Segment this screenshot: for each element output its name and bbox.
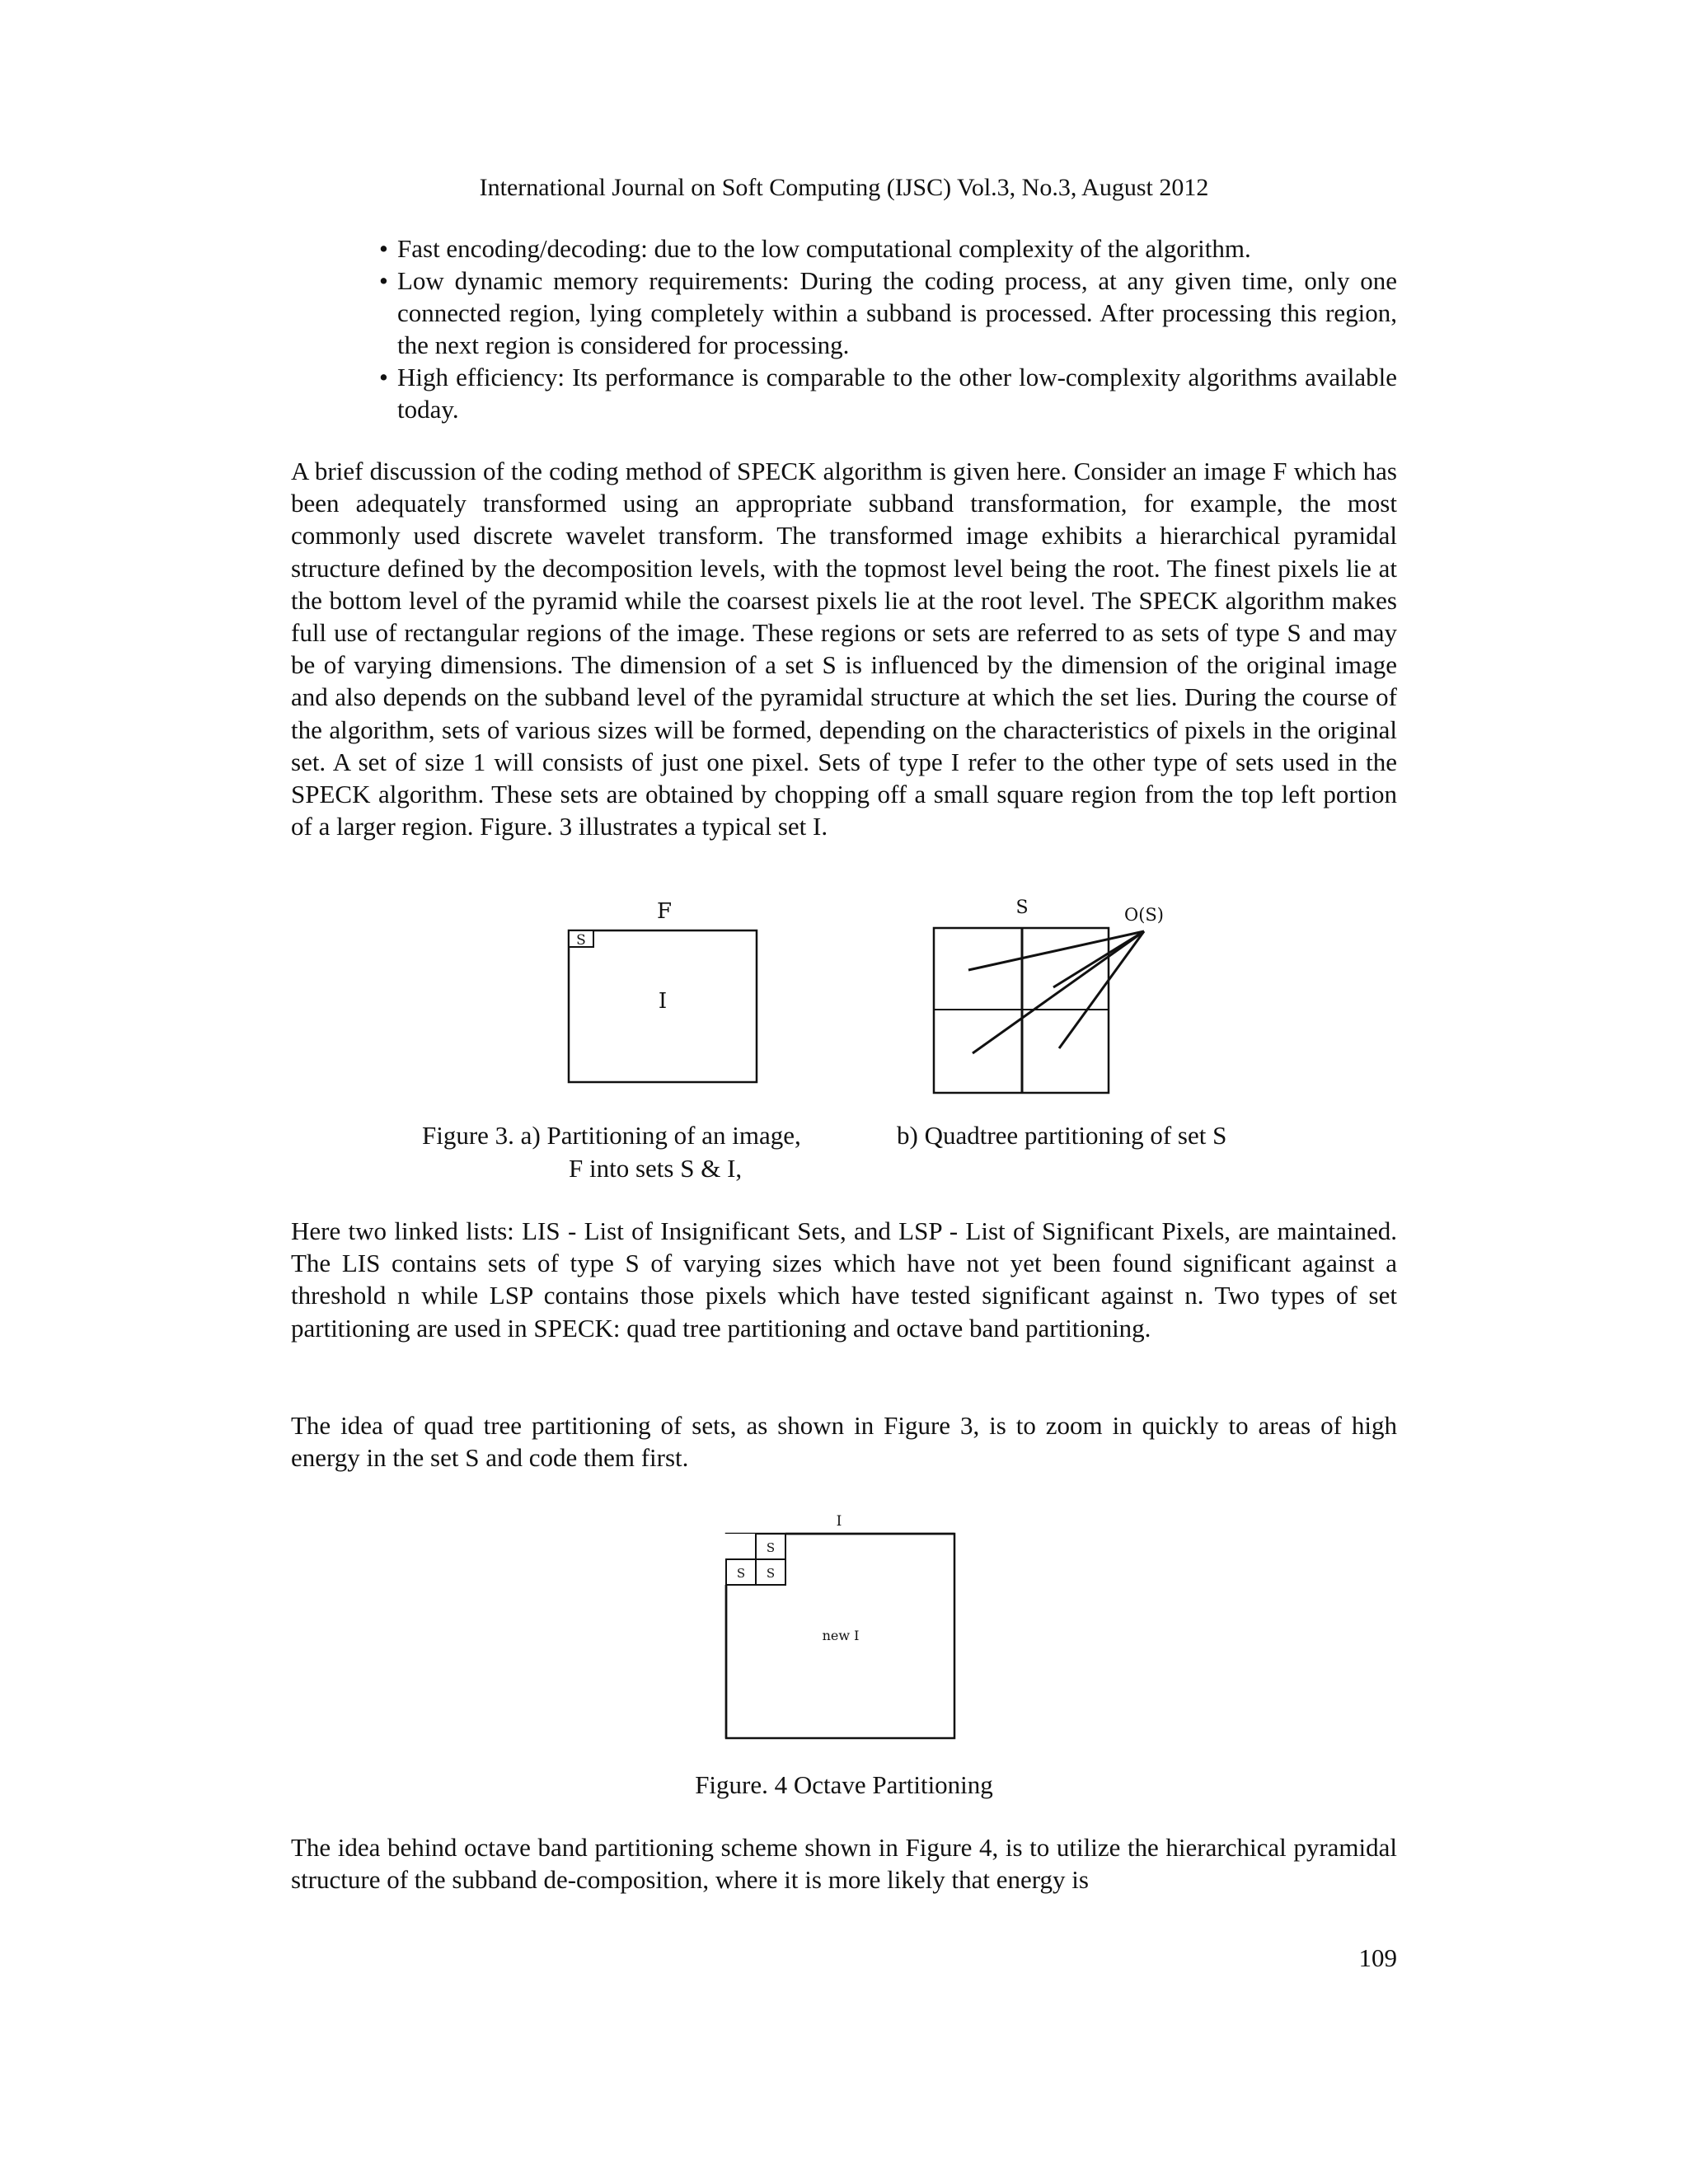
paragraph-octave: The idea behind octave band partitioning scheme shown in Figure 4, is to utilize the hierarchical pyramidal structure of the subband de-composition, where it is more likely that energy is xyxy=(291,1833,1397,1895)
figure-3b-label-s: S xyxy=(1015,898,1029,918)
bullet-text: High efficiency: Its performance is comparable to the other low-complexity algorithms available today. xyxy=(397,363,1397,424)
bullet-item xyxy=(379,361,1397,425)
journal-header: International Journal on Soft Computing (IJSC) Vol.3, No.3, August 2012 xyxy=(479,174,1209,201)
feature-bullet-list xyxy=(379,232,1397,425)
figure-4-label-s-left: S xyxy=(736,1566,746,1581)
page-number: 109 xyxy=(1358,1943,1397,1972)
figure-3b-quadtree xyxy=(923,898,1195,1104)
figure-3b-arrow-4 xyxy=(1059,931,1144,1048)
paragraph-lists: Here two linked lists: LIS - List of Insignificant Sets, and LSP - List of Significant Pixels, are maintained. The LIS contains sets of type S of varying sizes which have not yet been found significant against a threshold n while LSP contains those pixels which have tested significant against n. Two types of set partitioning are used in SPECK: quad tree partitioning and octave band partitioning. xyxy=(291,1216,1397,1343)
figure-3b-caption: b) Quadtree partitioning of set S xyxy=(897,1121,1227,1150)
figure-4-octave-partitioning xyxy=(717,1508,981,1747)
bullet-dot-icon: • xyxy=(379,266,388,295)
figure-4-label-new-i: new I xyxy=(822,1628,860,1643)
figure-3a-label-i: I xyxy=(658,989,668,1014)
figure-3a-label-f: F xyxy=(656,899,673,924)
paragraph-quadtree: The idea of quad tree partitioning of sets, as shown in Figure 3, is to zoom in quickly to areas of high energy in the set S and code them first. xyxy=(291,1411,1397,1473)
figure-3a-caption: Figure 3. a) Partitioning of an image, xyxy=(422,1121,801,1150)
bullet-dot-icon: • xyxy=(379,363,388,391)
bullet-item xyxy=(379,232,1397,265)
figure-4-label-i: I xyxy=(836,1513,842,1530)
bullet-text: Low dynamic memory requirements: During the coding process, at any given time, only one connected region, lying completely within a subband is processed. After processing this region, the next region is considered for processing. xyxy=(397,266,1397,359)
figure-3a-caption-line2: F into sets S & I, xyxy=(569,1154,743,1183)
figure-4-label-s-right: S xyxy=(766,1566,776,1581)
bullet-item xyxy=(379,265,1397,361)
bullet-text: Fast encoding/decoding: due to the low computational complexity of the algorithm. xyxy=(397,234,1251,263)
figure-4-label-s-top: S xyxy=(766,1540,776,1555)
figure-3a-partitioning xyxy=(560,898,775,1104)
figure-3b-label-os: O(S) xyxy=(1124,905,1164,925)
paragraph-speck-overview: A brief discussion of the coding method of SPECK algorithm is given here. Consider an image F which has been adequately transformed using an appropriate subband transformation, for example, the most commonly used discrete wavelet transform. The transformed image exhibits a hierarchical pyramidal structure defined by the decomposition levels, with the topmost level being the root. The finest pixels lie at the bottom level of the pyramid while the coarsest pixels lie at the root level. The SPECK algorithm makes full use of rectangular regions of the image. These regions or sets are referred to as sets of type S and may be of varying dimensions. The dimension of a set S is influenced by the dimension of the original image and also depends on the subband level of the pyramidal structure at which the set lies. During the course of the algorithm, sets of various sizes will be formed, depending on the characteristics of pixels in the original set. A set of size 1 will consists of just one pixel. Sets of type I refer to the other type of sets used in the SPECK algorithm. These sets are obtained by chopping off a small square region from the top left portion of a larger region. Figure. 3 illustrates a typical set I. xyxy=(291,457,1397,841)
bullet-dot-icon: • xyxy=(379,234,388,263)
figure-3a-label-s: S xyxy=(576,932,586,949)
figure-4-caption: Figure. 4 Octave Partitioning xyxy=(695,1770,993,1799)
